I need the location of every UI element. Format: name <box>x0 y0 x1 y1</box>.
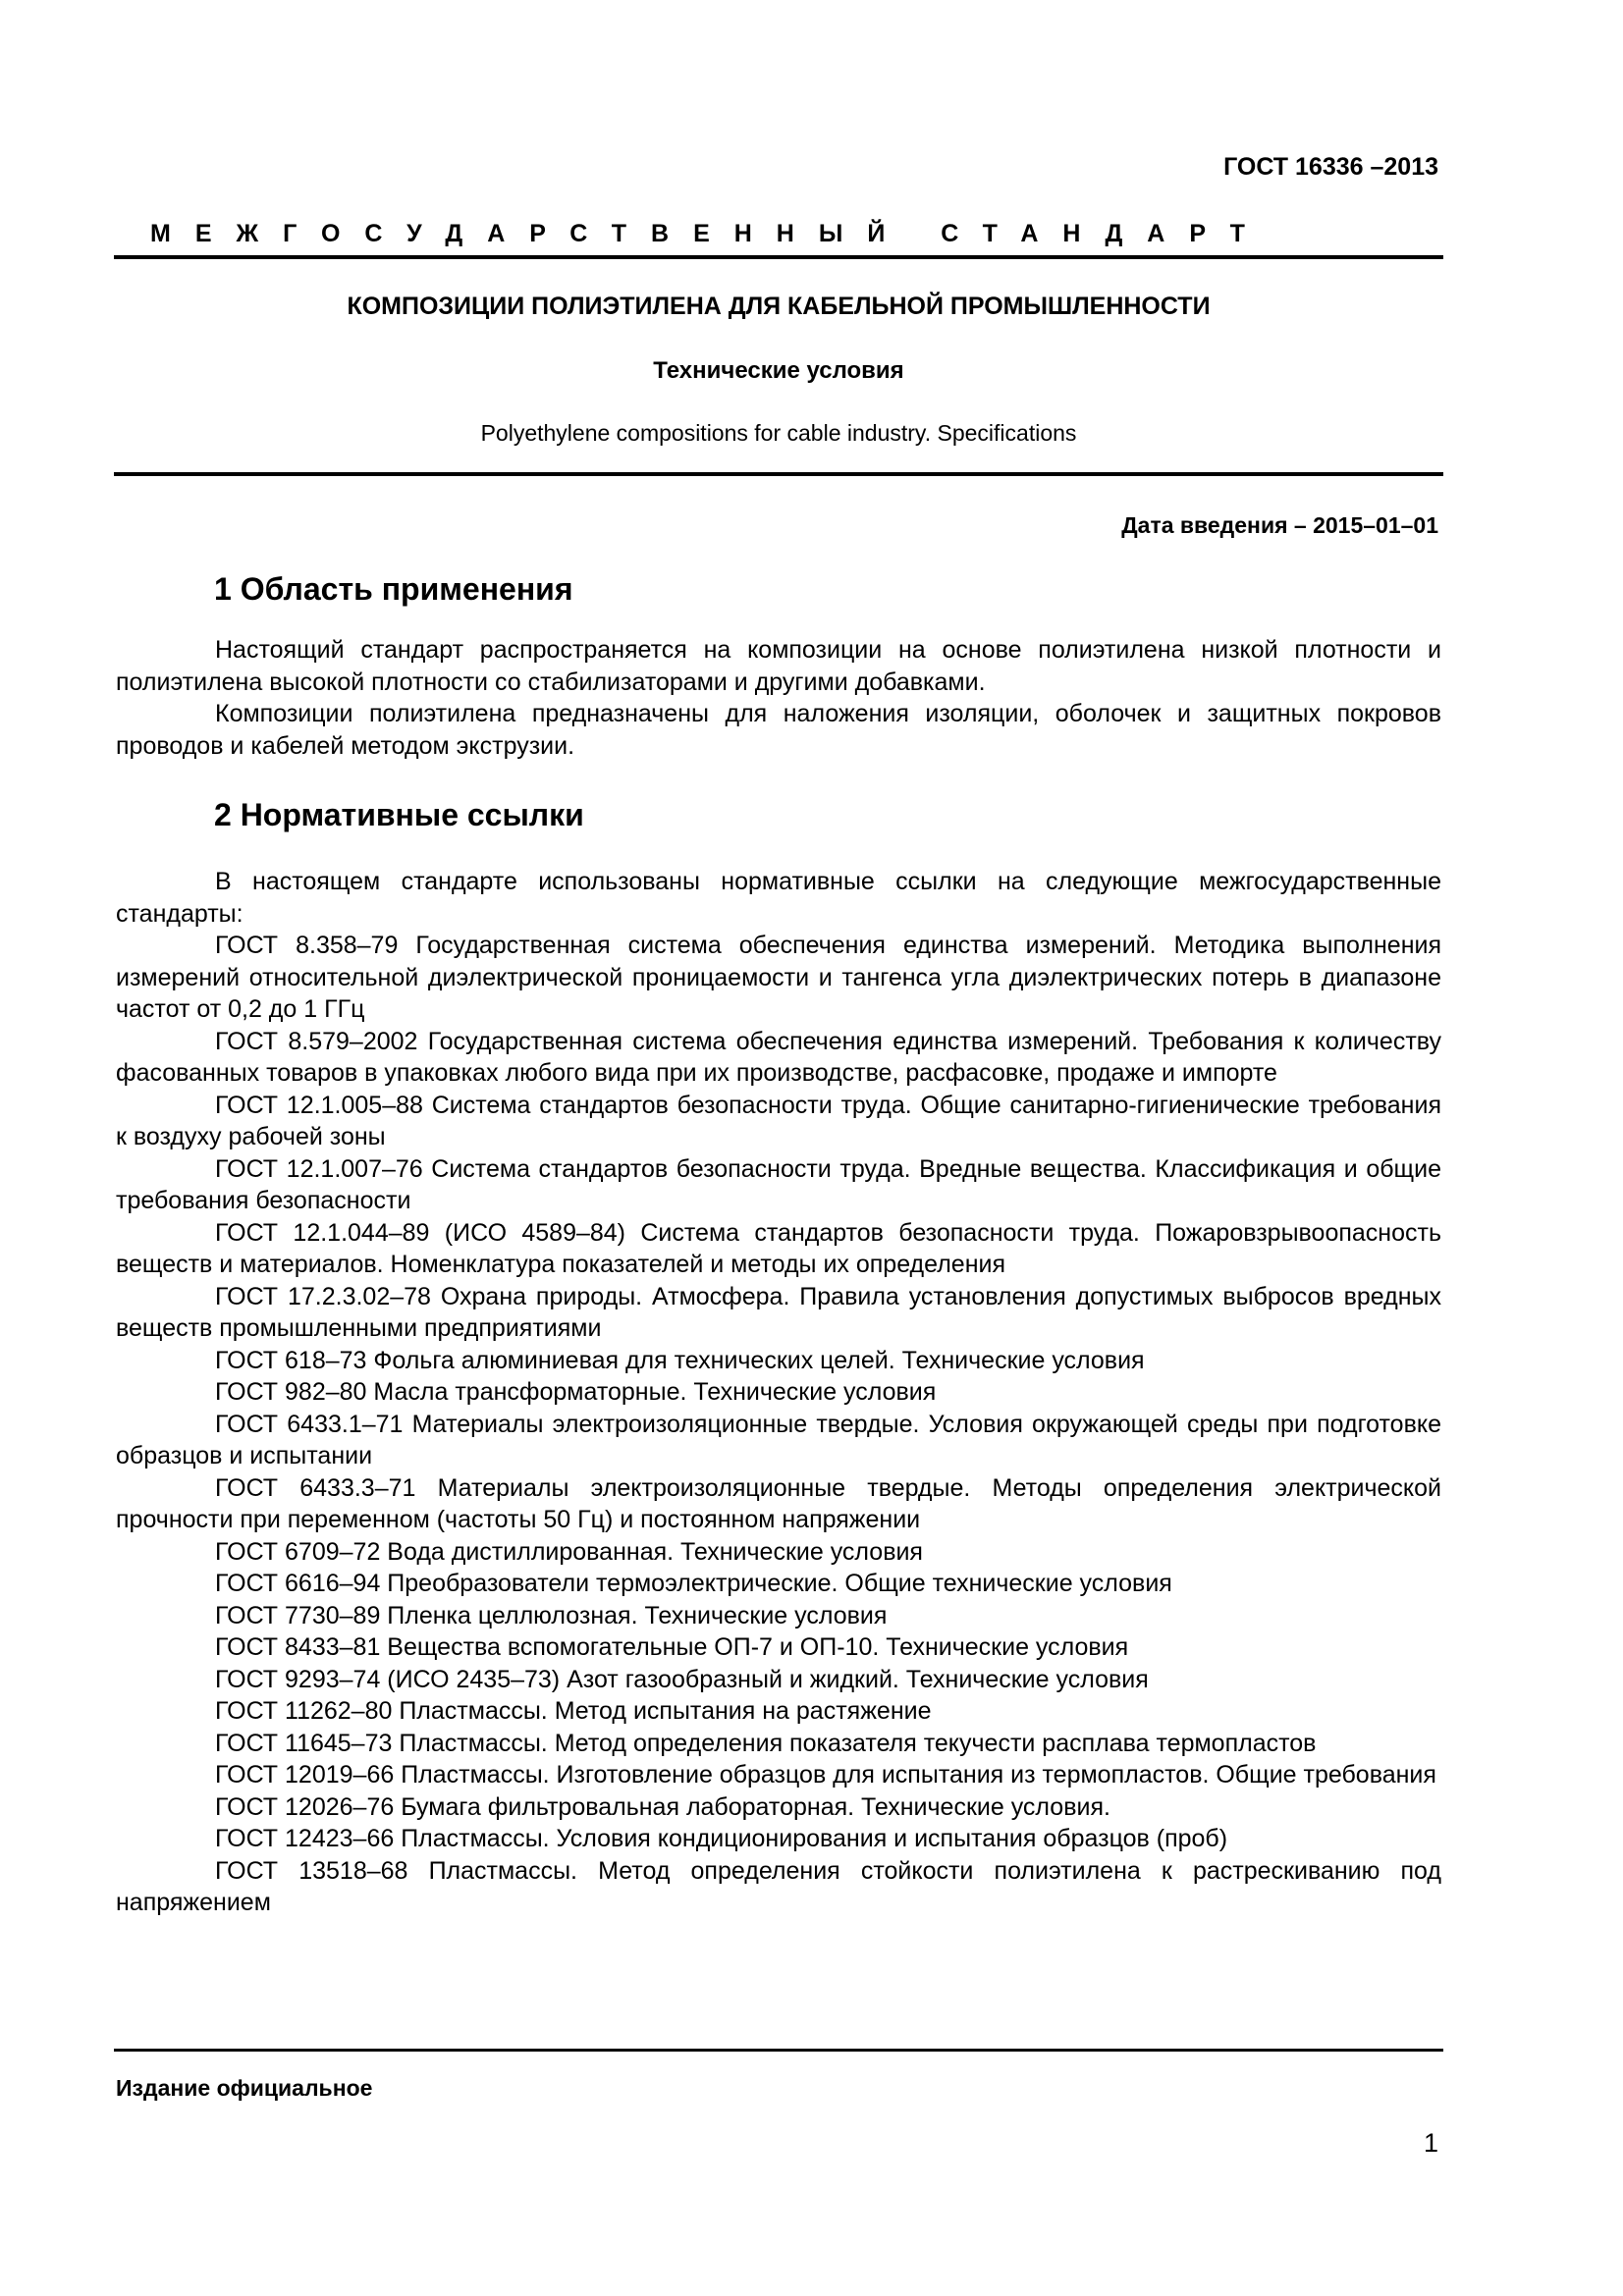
reference-entry: ГОСТ 11645–73 Пластмассы. Метод определения показателя текучести расплава термопластов <box>215 1729 1317 1757</box>
section-heading-scope: 1 Область применения <box>214 571 573 607</box>
introduction-date: Дата введения – 2015–01–01 <box>1121 512 1438 538</box>
reference-entry: ГОСТ 7730–89 Пленка целлюлозная. Технические условия <box>215 1601 888 1629</box>
section-body-scope <box>116 634 1441 762</box>
document-number: ГОСТ 16336 –2013 <box>1223 153 1438 181</box>
reference-entry: ГОСТ 12.1.005–88 Система стандартов безопасности труда. Общие санитарно-гигиенические требования к воздуху рабочей зоны <box>116 1091 1441 1150</box>
section-heading-references: 2 Нормативные ссылки <box>214 797 584 832</box>
reference-entry: ГОСТ 618–73 Фольга алюминиевая для технических целей. Технические условия <box>215 1346 1145 1374</box>
footer-rule <box>114 2049 1443 2052</box>
references-intro: В настоящем стандарте использованы нормативные ссылки на следующие межгосударственные стандарты: <box>116 868 1441 928</box>
document-title: КОМПОЗИЦИИ ПОЛИЭТИЛЕНА ДЛЯ КАБЕЛЬНОЙ ПРОМЫШЛЕННОСТИ <box>347 293 1211 320</box>
edition-label: Издание официальное <box>116 2075 373 2101</box>
reference-entry: ГОСТ 11262–80 Пластмассы. Метод испытания на растяжение <box>215 1697 932 1725</box>
reference-entry: ГОСТ 17.2.3.02–78 Охрана природы. Атмосфера. Правила установления допустимых выбросов вредных веществ промышленными предприятиями <box>116 1282 1441 1342</box>
reference-entry: ГОСТ 9293–74 (ИСО 2435–73) Азот газообразный и жидкий. Технические условия <box>215 1665 1149 1693</box>
reference-entry: ГОСТ 6616–94 Преобразователи термоэлектрические. Общие технические условия <box>215 1570 1172 1597</box>
reference-entry: ГОСТ 6709–72 Вода дистиллированная. Технические условия <box>215 1537 923 1566</box>
reference-entry: ГОСТ 12019–66 Пластмассы. Изготовление образцов для испытания из термопластов. Общие требования <box>215 1761 1436 1789</box>
reference-entry: ГОСТ 13518–68 Пластмассы. Метод определения стойкости полиэтилена к растрескиванию под напряжением <box>116 1856 1441 1916</box>
reference-entry: ГОСТ 12423–66 Пластмассы. Условия кондиционирования и испытания образцов (проб) <box>215 1825 1228 1852</box>
reference-entry: ГОСТ 8.358–79 Государственная система обеспечения единства измерений. Методика выполнения измерений относительной диэлектрической проницаемости и тангенса угла диэлектрических потерь в диапазоне частот от 0,2 до 1 ГГц <box>116 932 1441 1023</box>
reference-entry: ГОСТ 12.1.007–76 Система стандартов безопасности труда. Вредные вещества. Классификация и общие требования безопасности <box>116 1154 1441 1214</box>
reference-entry: ГОСТ 6433.1–71 Материалы электроизоляционные твердые. Условия окружающей среды при подготовке образцов и испытании <box>116 1410 1441 1469</box>
paragraph: Настоящий стандарт распространяется на композиции на основе полиэтилена низкой плотности и полиэтилена высокой плотности со стабилизаторами и другими добавками. <box>116 636 1441 696</box>
reference-entry: ГОСТ 8433–81 Вещества вспомогательные ОП-7 и ОП-10. Технические условия <box>215 1633 1129 1661</box>
section-body-references <box>116 866 1441 1919</box>
title-rule <box>114 472 1443 476</box>
reference-entry: ГОСТ 8.579–2002 Государственная система обеспечения единства измерений. Требования к количеству фасованных товаров в упаковках любого вида при их производстве, расфасовке, продаже и импорте <box>116 1027 1441 1087</box>
paragraph: Композиции полиэтилена предназначены для наложения изоляции, оболочек и защитных покровов проводов и кабелей методом экструзии. <box>116 700 1441 760</box>
document-subtitle: Технические условия <box>653 357 904 384</box>
header-rule <box>114 255 1443 259</box>
reference-entry: ГОСТ 6433.3–71 Материалы электроизоляционные твердые. Методы определения электрической прочности при переменном (частоты 50 Гц) и постоянном напряжении <box>116 1473 1441 1533</box>
standard-type-heading: МЕЖГОСУДАРСТВЕННЫЙ СТАНДАРТ <box>150 220 1270 247</box>
document-title-english: Polyethylene compositions for cable industry. Specifications <box>480 420 1077 446</box>
page-number: 1 <box>1423 2128 1438 2158</box>
reference-entry: ГОСТ 12.1.044–89 (ИСО 4589–84) Система стандартов безопасности труда. Пожаровзрывоопасность веществ и материалов. Номенклатура показателей и методы их определения <box>116 1218 1441 1278</box>
reference-entry: ГОСТ 982–80 Масла трансформаторные. Технические условия <box>215 1378 937 1406</box>
reference-entry: ГОСТ 12026–76 Бумага фильтровальная лабораторная. Технические условия. <box>215 1792 1110 1821</box>
